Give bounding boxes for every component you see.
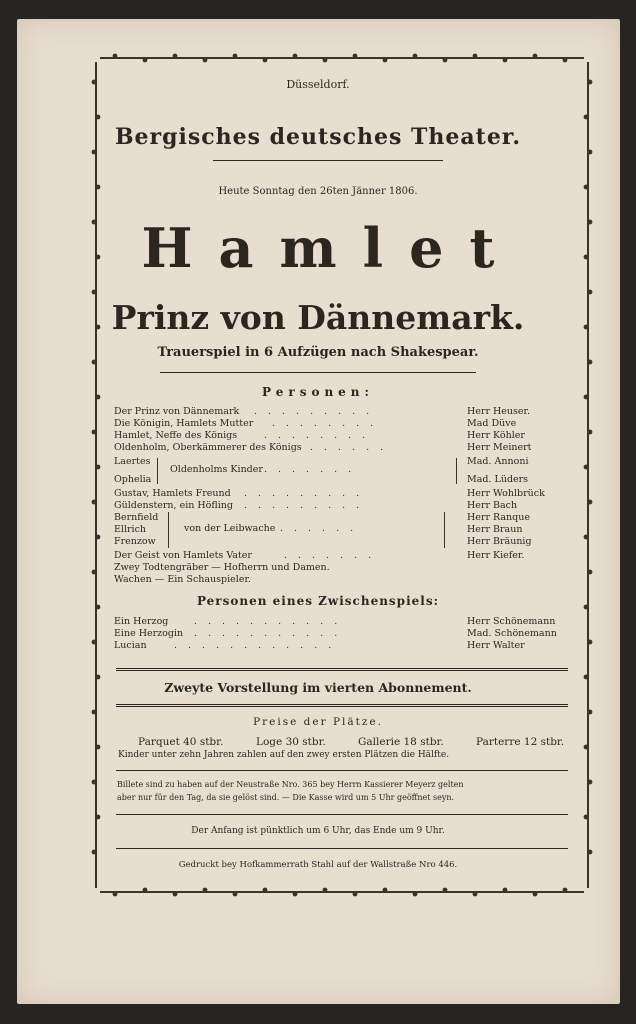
role-name: Oldenholm, Oberkämmerer des Königs [114,442,302,453]
role-name: Eine Herzogin [114,628,184,639]
dot-leader: ...... [280,523,365,534]
section-rule [116,848,568,849]
vine-border-top [100,52,584,64]
dot-leader: ......... [244,488,371,499]
section-rule [116,814,568,815]
header-rule [213,160,443,161]
dot-leader: ....... [284,550,383,561]
cast-heading: Personen: [262,385,374,399]
actor-name: Herr Schönemann [467,616,556,627]
brace [157,458,158,484]
actor-name: Herr Braun [467,524,523,535]
price-parterre: Parterre 12 stbr. [476,736,565,748]
actor-name: Mad. Lüders [467,474,529,485]
tickets-line-1: Billete sind zu haben auf der Neustraße Nro. 365 bey Herrn Kassierer Meyerz gelten [117,780,464,789]
group-label: von der Leibwache [184,523,276,534]
dot-leader: ...... [310,442,395,453]
actor-name: Herr Ranque [467,512,530,523]
role-name: Der Geist von Hamlets Vater [114,550,252,561]
dot-leader: ............ [174,640,343,651]
actor-name: Herr Bräunig [467,536,532,547]
actor-name: Herr Wohlbrück [467,488,545,499]
dot-leader: ........ [272,418,385,429]
actor-name: Mad Düve [467,418,517,429]
brace [456,458,457,484]
interlude-heading: Personen eines Zwischenspiels: [196,594,440,608]
price-loge: Loge 30 stbr. [256,736,326,748]
play-genre: Trauerspiel in 6 Aufzügen nach Shakespear. [157,345,479,360]
dot-leader: ........... [194,616,349,627]
place-line: Düsseldorf. [286,78,350,91]
actor-name: Herr Kiefer. [467,550,525,561]
price-parquet: Parquet 40 stbr. [138,736,224,748]
group-label: Oldenholms Kinder [170,464,263,475]
start-time: Der Anfang ist pünktlich um 6 Uhr, das Ende um 9 Uhr. [191,826,445,836]
role-name: Lucian [114,640,147,651]
role-name: Bernfield [114,512,159,523]
dot-leader: ........... [194,628,349,639]
role-name: Laertes [114,456,151,467]
actor-name: Herr Köhler [467,430,525,441]
role-name: Zwey Todtengräber — Hofherrn und Damen. [114,562,330,573]
role-name: Der Prinz von Dännemark [114,406,240,417]
printer-line: Gedruckt bey Hofkammerrath Stahl auf der Wallstraße Nro 446. [178,860,458,870]
actor-name: Herr Meinert [467,442,532,453]
dot-leader: ........ [264,430,377,441]
date-line: Heute Sonntag den 26ten Jänner 1806. [218,186,418,197]
actor-name: Mad. Schönemann [467,628,557,639]
section-rule [116,770,568,771]
genre-rule [160,372,476,373]
brace [444,512,445,548]
role-name: Güldenstern, ein Höfling [114,500,233,511]
role-name: Ophelia [114,474,152,485]
dot-leader: ....... [264,464,363,475]
role-name: Frenzow [114,536,156,547]
price-gallerie: Gallerie 18 stbr. [358,736,444,748]
actor-name: Herr Bach [467,500,518,511]
play-title: Hamlet [141,216,521,280]
role-name: Die Königin, Hamlets Mutter [114,418,254,429]
actor-name: Herr Heuser. [467,406,531,417]
dot-leader: ......... [244,500,371,511]
vine-border-bottom [100,886,584,898]
dot-leader: ......... [254,406,381,417]
role-name: Hamlet, Neffe des Königs [114,430,238,441]
subscription-line: Zweyte Vorstellung im vierten Abonnement. [164,680,472,695]
section-rule [116,668,568,671]
brace [168,512,169,548]
tickets-line-2: aber nur für den Tag, da sie gelöst sind. — Die Kasse wird um 5 Uhr geöffnet seyn. [117,793,455,802]
play-subtitle: Prinz von Dännemark. [111,298,525,337]
section-rule [116,704,568,707]
role-name: Ein Herzog [114,616,169,627]
actor-name: Mad. Annoni [467,456,529,467]
role-name: Wachen — Ein Schauspieler. [114,574,251,585]
theatre-name: Bergisches deutsches Theater. [114,124,522,150]
children-note: Kinder unter zehn Jahren zahlen auf den zwey ersten Plätzen die Hälfte. [118,750,450,760]
actor-name: Herr Walter [467,640,525,651]
role-name: Ellrich [114,524,147,535]
prices-heading: Preise der Plätze. [253,716,383,728]
role-name: Gustav, Hamlets Freund [114,488,231,499]
